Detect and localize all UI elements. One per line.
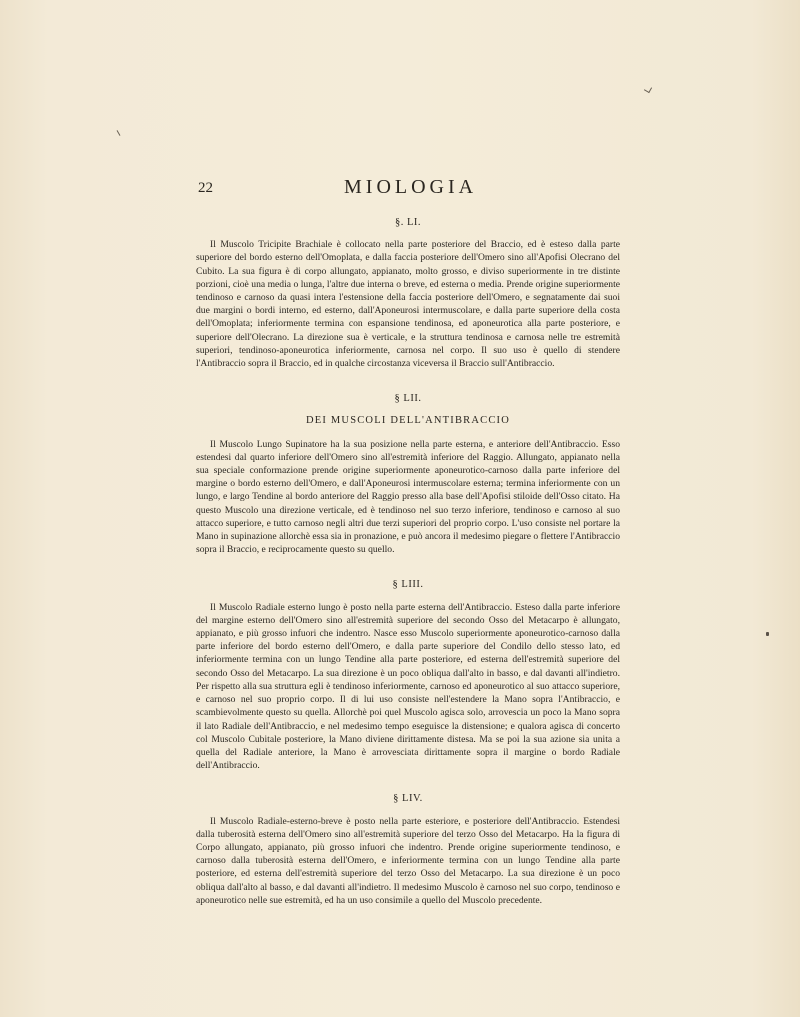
page-number: 22 <box>198 180 213 196</box>
section-51 <box>196 216 620 370</box>
section-heading: § LIII. <box>392 579 424 591</box>
section-paragraph: Il Muscolo Tricipite Brachiale è collocato nella parte posteriore del Braccio, ed è esteso dalla parte superiore del bordo esterno dell'Omoplata, e dalla faccia posteriore dell'Omero sino all'Apofisi Olecrano del Cubito. La sua figura è di corpo allungato, appianato, molto grosso, e diviso superiormente in tre distinte porzioni, cioè una media o lunga, l'altre due interna o breve, ed esterna o media. Prende origine superiormente tendinoso e carnoso da quasi intera l'estensione della faccia posteriore dell'Omero, e segnatamente dai suoi due margini o bordi interno, ed esterno, dall'Aponeurosi intermuscolare, e dalla parte superiore della costa dell'Omoplata; inferiormente termina con espansione tendinosa, ed aponeurotica alla parte posteriore, e superiore dell'Olecrano. La direzione sua è verticale, e la struttura tendinosa e carnosa nelle tre estremità superiori, tendinoso-aponeurotica inferiormente, carnosa nel corpo. Il suo uso è quello di stendere l'Antibraccio sopra il Braccio, ed in qualche circostanza viceversa il Braccio sull'Antibraccio. <box>196 239 620 370</box>
section-paragraph: Il Muscolo Lungo Supinatore ha la sua posizione nella parte esterna, e anteriore dell'Antibraccio. Esso estendesi dal quarto inferiore dell'Omero sino all'estremità inferiore del Raggio. Allungato, appianato nella sua speciale conformazione prende origine superiormente aponeurotico-carnoso dalla parte inferiore del margine o bordo esterno dell'Omero, e dall'Aponeurosi intermuscolare esterna; termina inferiormente con un lungo, e largo Tendine al bordo anteriore del Raggio presso alla base dell'Apofisi stiloide dell'Osso citato. Ha questo Muscolo una direzione verticale, ed è tendinoso nel suo terzo inferiore, tendinoso e carnoso al suo attacco superiore, e tutto carnoso negli altri due terzi superiori del proprio corpo. L'uso consiste nel portare la Mano in supinazione allorchè essa sia in pronazione, e può ancora il medesimo piegare o flettere l'Antibraccio sopra il Braccio, e reciprocamente questo su quello. <box>196 438 620 556</box>
ink-spot <box>766 632 769 636</box>
section-heading: §. LI. <box>394 217 422 228</box>
section-paragraph: Il Muscolo Radiale-esterno-breve è posto nella parte esteriore, e posteriore dell'Antibraccio. Estendesi dalla tuberosità esterna dell'Omero sino all'estremità superiore del terzo Osso del Metacarpo. Ha la figura di Corpo allungato, appianato, più grosso infuori che indentro. Prende origine superiormente tendinoso, e carnoso dalla tuberosità esterna dell'Omero, e inferiormente termina con un lungo Tendine alla parte posteriore, ed esterna dell'estremità superiore del terzo Osso del Metacarpo. La sua direzione è un poco obliqua dall'alto al basso, e dal davanti all'indietro. Il medesimo Muscolo è carnoso nel suo corpo, tendinoso e aponeurotico nelle sue estremità, ed ha un uso consimile a quello del Muscolo precedente. <box>196 815 620 906</box>
ink-mark <box>117 130 121 136</box>
section-54 <box>196 792 620 907</box>
running-title: MIOLOGIA <box>344 176 478 198</box>
section-heading: § LII. <box>394 393 422 405</box>
chapter-title: DEI MUSCOLI DELL'ANTIBRACCIO <box>305 415 511 427</box>
section-52 <box>196 392 620 556</box>
page-header <box>198 176 618 202</box>
ink-mark <box>644 85 652 93</box>
section-53 <box>196 578 620 772</box>
section-paragraph: Il Muscolo Radiale esterno lungo è posto nella parte esterna dell'Antibraccio. Esteso dalla parte inferiore del margine esterno dell'Omero sino all'estremità superiore del secondo Osso del Metacarpo è allungato, appianato, e più grosso infuori che indentro. Nasce esso Muscolo superiormente aponeurotico-carnoso dalla parte inferiore del bordo esterno dell'Omero, e dalla parte superiore del Condilo dello stesso lato, ed inferiormente termina con un lungo Tendine alla parte posteriore, ed esterna dell'estremità superiore del secondo Osso del Metacarpo. La sua direzione è un poco obliqua dall'alto in basso, e dal davanti all'indietro. Per rispetto alla sua struttura egli è tendinoso inferiormente, carnoso ed aponeurotico al suo attacco superiore, e carnoso nel suo proprio corpo. Il di lui uso consiste nell'estendere la Mano sopra l'Antibraccio, e scambievolmente questo su quella. Allorchè poi quel Muscolo agisca solo, arrovescia un poco la Mano sopra il lato Radiale dell'Antibraccio, e nel medesimo tempo eseguisce la distensione; e qualora agisca di concerto col Muscolo Cubitale posteriore, la Mano diviene dirittamente distesa. Ma se poi la sua azione sia unita a quella del Radiale anteriore, la Mano è arrovesciata dirittamente sopra il margine o bordo Radiale dell'Antibraccio. <box>196 601 620 772</box>
page-body <box>196 216 620 907</box>
section-heading: § LIV. <box>393 793 423 805</box>
